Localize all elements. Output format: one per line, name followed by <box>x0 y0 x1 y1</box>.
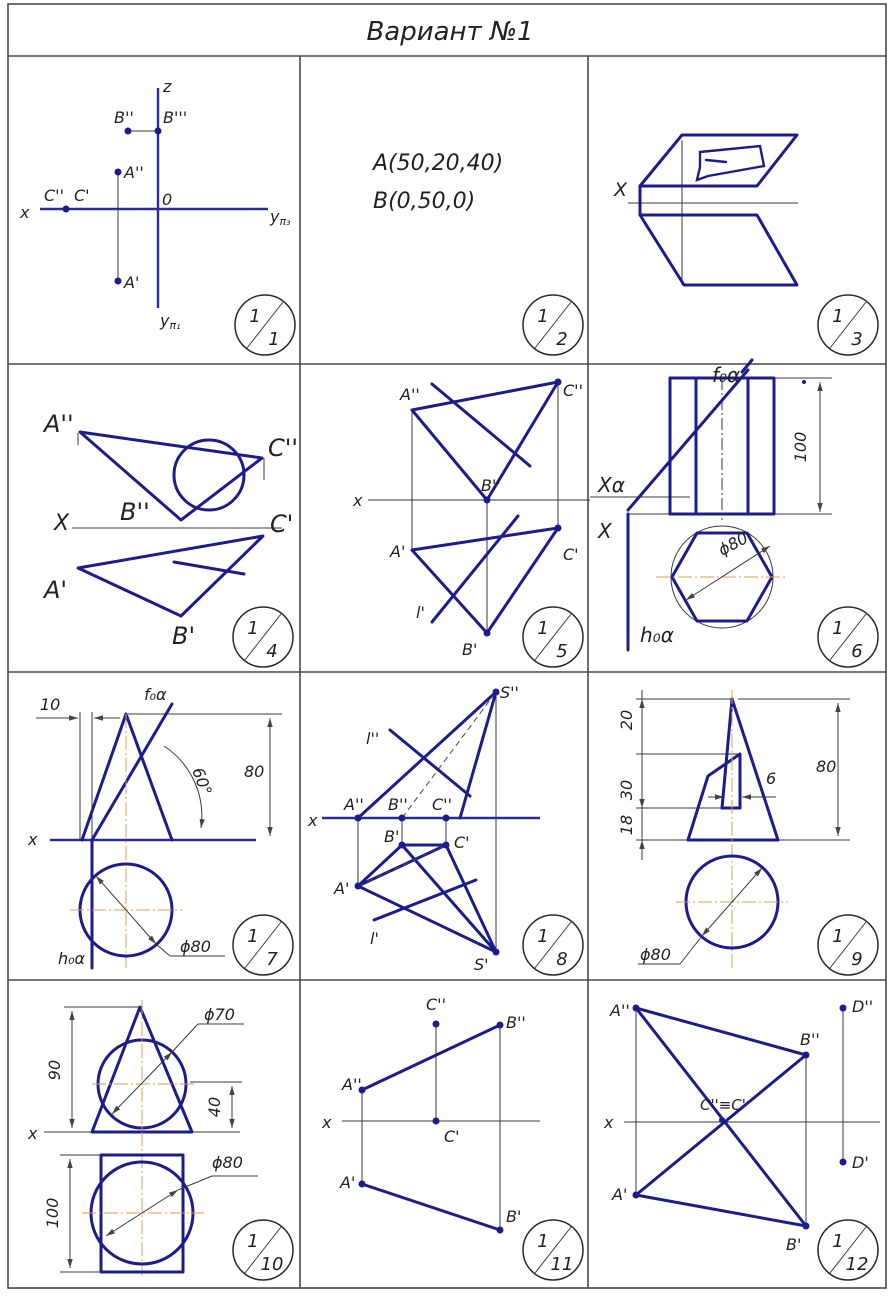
variant-badge <box>818 607 878 667</box>
dim-6: 6 <box>766 769 777 788</box>
svg-text:1: 1 <box>832 306 844 327</box>
svg-text:1: 1 <box>249 306 261 327</box>
label-B1: B' <box>172 622 196 650</box>
label-A2: A'' <box>44 410 74 438</box>
label-B1: B' <box>506 1207 522 1226</box>
label-B1: B' <box>384 827 400 846</box>
variant-badge <box>523 295 583 355</box>
label-D1: D' <box>852 1153 869 1172</box>
task-cell-9 <box>617 690 878 975</box>
label-B1: B' <box>462 640 478 659</box>
svg-text:1: 1 <box>247 618 259 639</box>
label-x: x <box>308 811 318 830</box>
label-l2: l'' <box>366 729 380 748</box>
svg-text:11: 11 <box>550 1254 574 1275</box>
label-y1: yπ₁ <box>160 311 181 332</box>
svg-text:4: 4 <box>266 641 278 662</box>
label-C1: C' <box>444 1127 460 1146</box>
label-A1: A' <box>124 273 140 292</box>
label-B2: B'' <box>114 108 134 127</box>
variant-badge <box>818 295 878 355</box>
label-A2: A'' <box>344 795 364 814</box>
label-A1: A' <box>390 542 406 561</box>
task-cell-11 <box>321 995 583 1280</box>
label-C1: C' <box>454 833 470 852</box>
label-C2: C'' <box>426 995 446 1014</box>
svg-text:1: 1 <box>832 926 844 947</box>
label-x: X <box>598 519 612 543</box>
dim-100: 100 <box>791 431 810 463</box>
label-D2: D'' <box>852 997 874 1016</box>
label-S2: S'' <box>500 683 519 702</box>
label-f0a: f₀α <box>144 685 167 704</box>
task-cell-12 <box>603 997 880 1280</box>
svg-text:12: 12 <box>845 1254 869 1275</box>
svg-text:1: 1 <box>268 329 280 350</box>
variant-badge <box>233 915 293 975</box>
label-x: x <box>322 1113 332 1132</box>
dim-80: 80 <box>244 762 265 781</box>
variant-badge <box>233 1220 293 1280</box>
svg-text:3: 3 <box>851 329 863 350</box>
variant-badge <box>235 295 295 355</box>
svg-text:9: 9 <box>851 949 863 970</box>
svg-text:1: 1 <box>537 926 549 947</box>
label-B1: B' <box>786 1235 802 1254</box>
label-C2: C'' <box>432 795 452 814</box>
svg-text:1: 1 <box>247 926 259 947</box>
svg-text:1: 1 <box>832 1231 844 1252</box>
dim-40: 40 <box>205 1096 224 1118</box>
label-xa: Xα <box>598 473 625 497</box>
dim-80: 80 <box>816 757 837 776</box>
dim-dia80: ϕ80 <box>640 945 671 964</box>
label-C2: C'' <box>44 186 64 205</box>
label-C1: C' <box>270 510 294 538</box>
label-x: x <box>604 1113 614 1132</box>
dim-dia80: ϕ80 <box>212 1153 243 1172</box>
dim-18: 18 <box>617 814 636 836</box>
svg-text:10: 10 <box>260 1254 284 1275</box>
label-z: z <box>163 77 172 96</box>
svg-text:1: 1 <box>537 618 549 639</box>
point-A-coords: A(50,20,40) <box>373 151 504 176</box>
label-x: X <box>614 179 628 201</box>
label-B2: B'' <box>800 1030 820 1049</box>
dim-100: 100 <box>43 1197 62 1229</box>
task-cell-7 <box>27 685 293 975</box>
label-x: x <box>20 203 30 222</box>
svg-text:1: 1 <box>537 1231 549 1252</box>
task-cell-6 <box>590 360 878 667</box>
svg-text:8: 8 <box>556 949 568 970</box>
label-A1: A' <box>340 1173 356 1192</box>
dim-90: 90 <box>45 1059 64 1081</box>
label-x: x <box>353 491 363 510</box>
dim-20: 20 <box>617 709 636 731</box>
label-y3: yπ₃ <box>270 207 291 228</box>
dim-dia80: ϕ80 <box>714 528 752 560</box>
label-f0a: f₀α <box>712 363 741 387</box>
label-x: x <box>28 830 38 849</box>
variant-badge <box>818 915 878 975</box>
label-A2: A'' <box>400 385 420 404</box>
dim-dia70: ϕ70 <box>204 1005 235 1024</box>
dim-angle-60: 60° <box>188 764 216 799</box>
svg-text:5: 5 <box>556 641 568 662</box>
svg-text:2: 2 <box>556 329 568 350</box>
label-A2: A'' <box>342 1075 362 1094</box>
svg-text:1: 1 <box>247 1231 259 1252</box>
task-cell-10 <box>27 1000 293 1280</box>
label-l1: l' <box>416 603 425 622</box>
svg-text:1: 1 <box>832 618 844 639</box>
task-cell-8 <box>307 683 583 975</box>
variant-badge <box>523 607 583 667</box>
label-B2: B'' <box>481 476 501 495</box>
label-C1: C' <box>563 545 579 564</box>
dim-dia80: ϕ80 <box>180 937 211 956</box>
label-C2: C'' <box>563 381 583 400</box>
variant-badge <box>818 1220 878 1280</box>
variant-badge <box>523 915 583 975</box>
point-B-coords: B(0,50,0) <box>373 189 476 214</box>
variant-badge <box>233 607 293 667</box>
label-C1: C' <box>74 186 90 205</box>
task-cell-1 <box>19 77 295 355</box>
variant-badge <box>523 1220 583 1280</box>
sheet-title: Вариант №1 <box>366 17 534 47</box>
label-A2: A'' <box>610 1001 630 1020</box>
label-C2: C'' <box>268 434 298 462</box>
dim-30: 30 <box>617 779 636 801</box>
label-B3: B''' <box>163 108 188 127</box>
dim-10: 10 <box>40 695 61 714</box>
task-cell-2 <box>371 151 583 355</box>
label-x: x <box>28 1124 38 1143</box>
label-O: 0 <box>162 190 173 209</box>
label-B2: B'' <box>388 795 408 814</box>
label-A2: A'' <box>124 163 144 182</box>
label-A1: A' <box>334 879 350 898</box>
task-cell-4 <box>42 410 298 667</box>
svg-text:1: 1 <box>537 306 549 327</box>
label-B2: B'' <box>120 498 150 526</box>
task-cell-3 <box>613 135 878 355</box>
label-h0a: h₀α <box>640 623 674 647</box>
label-S1: S' <box>474 955 489 974</box>
svg-text:7: 7 <box>266 949 278 970</box>
label-l1: l' <box>370 929 379 948</box>
label-B2: B'' <box>506 1013 526 1032</box>
label-x: X <box>54 511 70 536</box>
label-h0a: h₀α <box>58 949 86 968</box>
svg-text:6: 6 <box>851 641 863 662</box>
task-cell-5 <box>352 379 590 668</box>
label-CC: C''≡C' <box>700 1096 746 1114</box>
label-A1: A' <box>612 1185 628 1204</box>
label-A1: A' <box>44 576 68 604</box>
